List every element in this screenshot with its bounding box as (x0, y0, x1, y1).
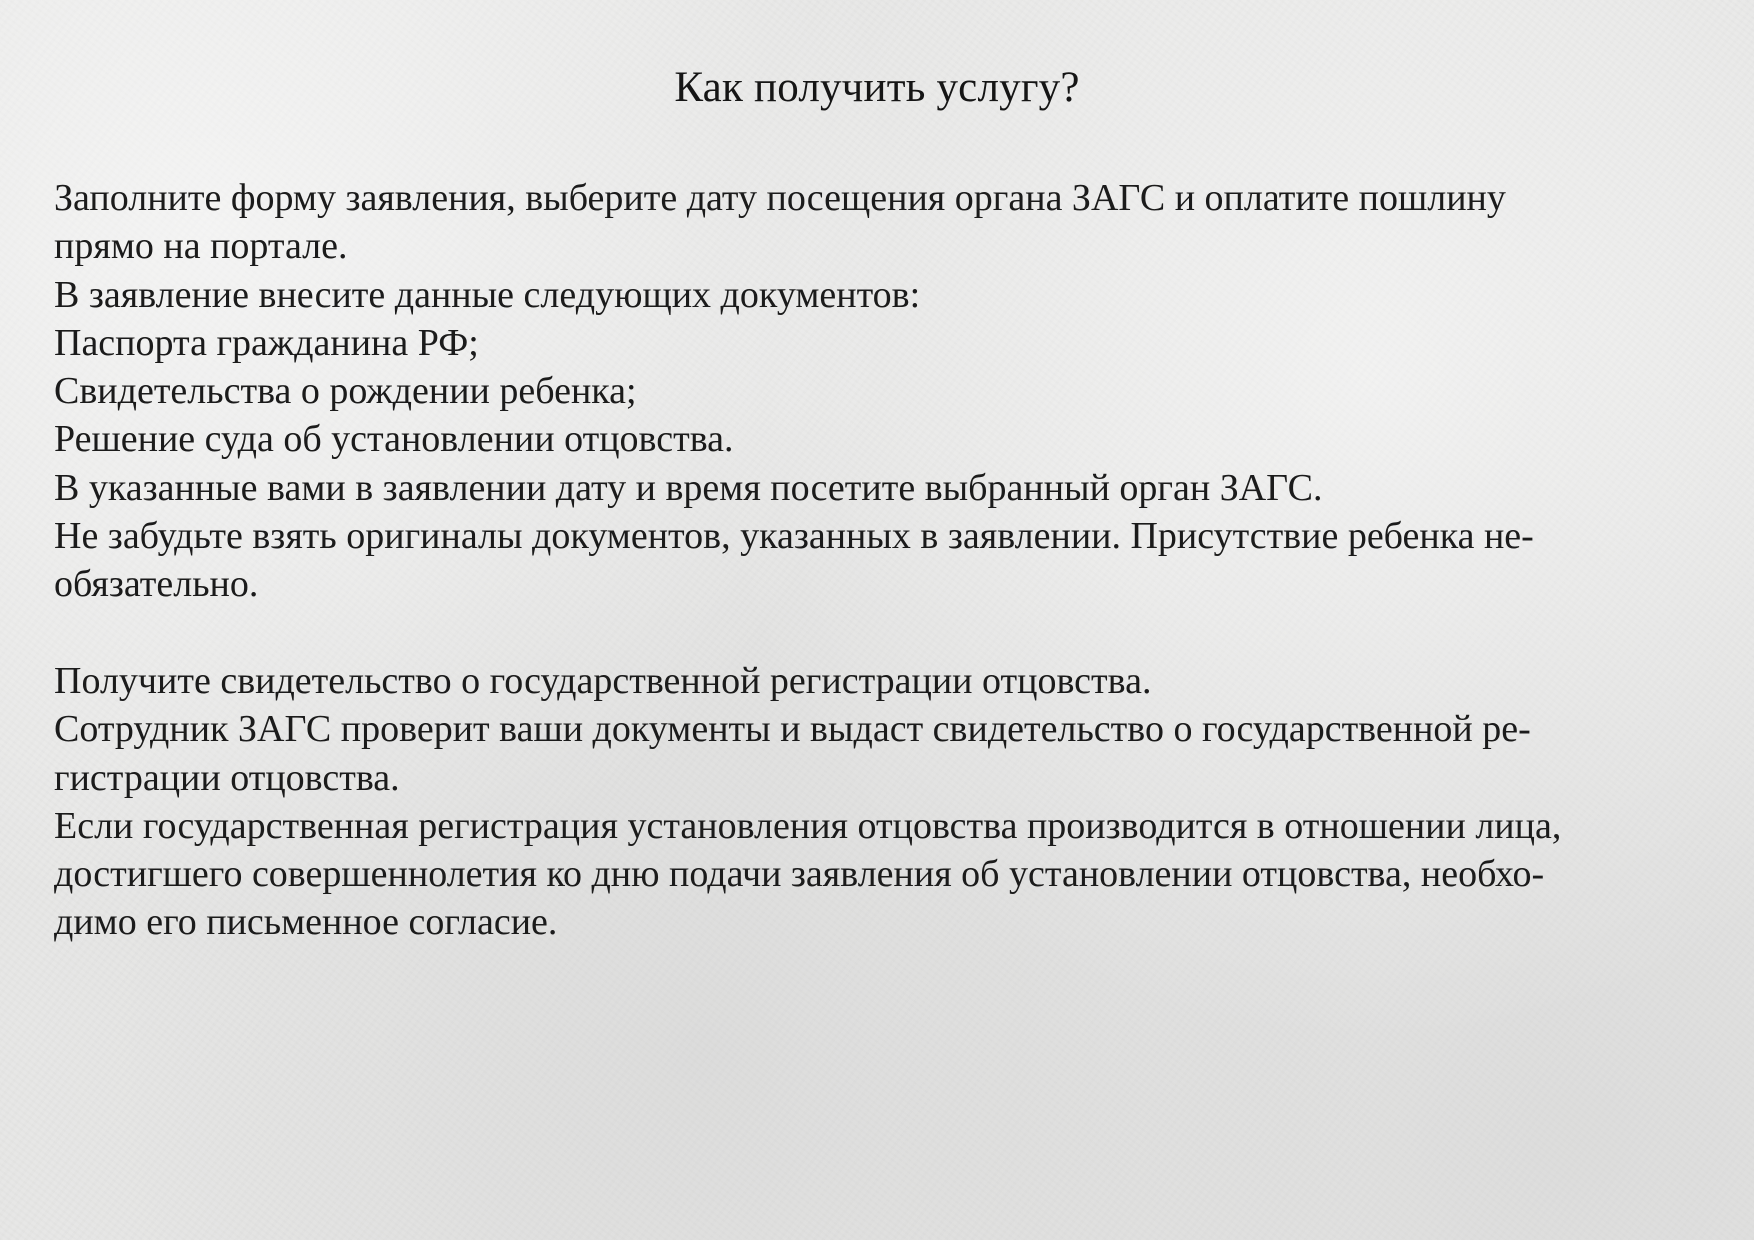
document-body (54, 174, 1714, 947)
text-line: В заявление внесите данные следующих документов: (54, 273, 921, 316)
document-list-item: Паспорта гражданина РФ; (54, 321, 479, 364)
text-line: достигшего совершеннолетия ко дню подачи заявления об установлении отцовства, необхо- (54, 853, 1545, 896)
paragraph-certificate (54, 657, 1714, 947)
text-line: Не забудьте взять оригиналы документов, указанных в заявлении. Присутствие ребенка не- (54, 515, 1534, 558)
text-line: прямо на портале. (54, 225, 348, 268)
text-line: Получите свидетельство о государственной регистрации отцовства. (54, 659, 1152, 702)
paragraph-spacer (54, 609, 1714, 657)
paragraph-application-steps (54, 174, 1714, 609)
text-line: Если государственная регистрация установления отцовства производится в отношении лица, (54, 804, 1562, 847)
text-line: Сотрудник ЗАГС проверит ваши документы и выдаст свидетельство о государственной ре- (54, 708, 1531, 751)
text-line: димо его письменное согласие. (54, 901, 558, 944)
text-line: обязательно. (54, 563, 259, 606)
document-list-item: Решение суда об установлении отцовства. (54, 418, 734, 461)
text-line: В указанные вами в заявлении дату и время посетите выбранный орган ЗАГС. (54, 466, 1323, 509)
text-line: Заполните форму заявления, выберите дату посещения органа ЗАГС и оплатите пошлину (54, 177, 1506, 219)
document-list-item: Свидетельства о рождении ребенка; (54, 370, 637, 413)
text-line: гистрации отцовства. (54, 756, 400, 799)
page-title: Как получить услугу? (674, 64, 1080, 111)
